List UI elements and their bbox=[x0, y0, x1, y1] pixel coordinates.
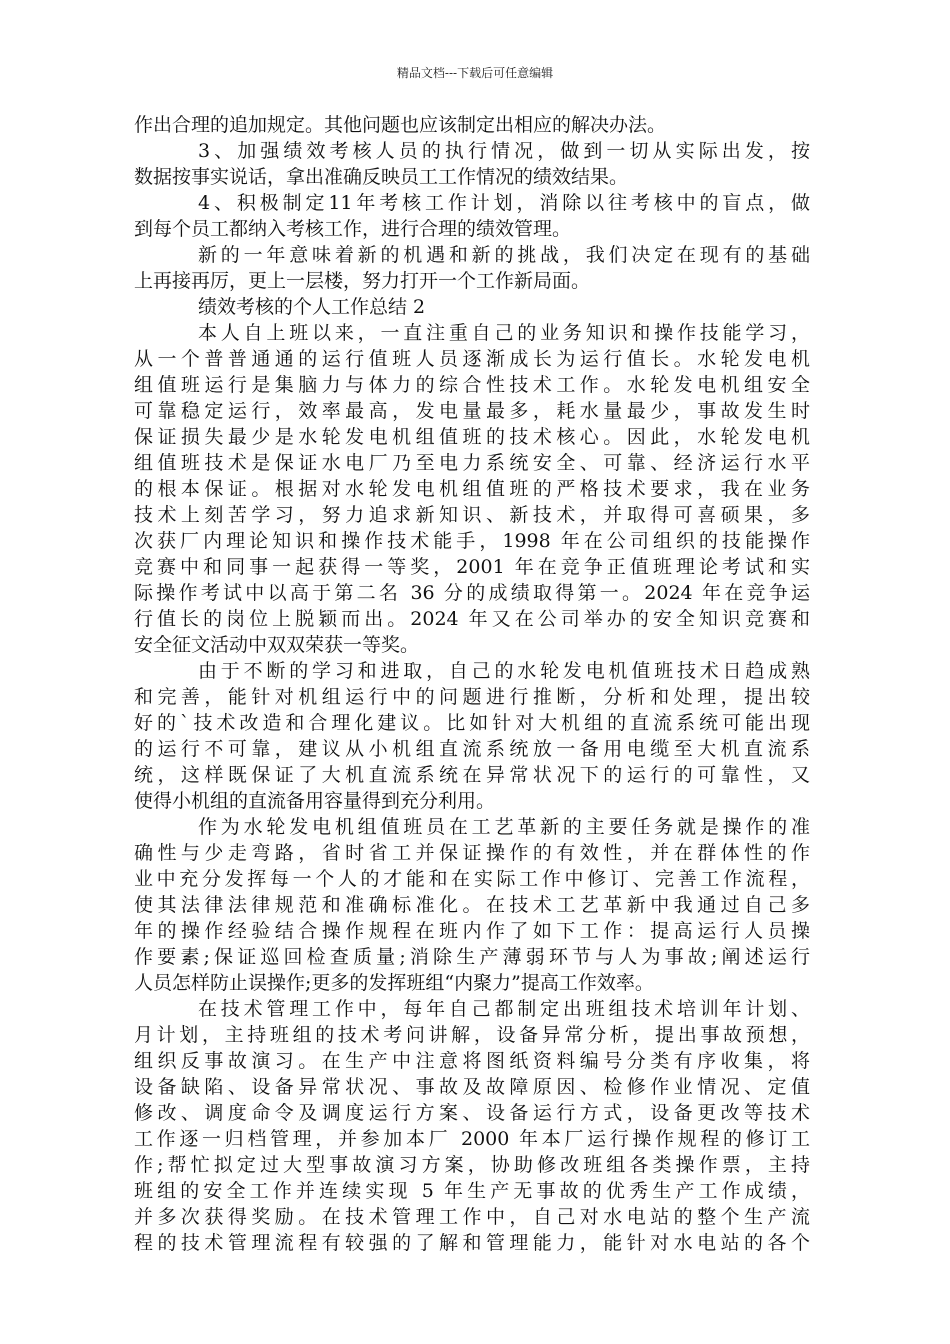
text-line: 数据按事实说话，拿出准确反映员工工作情况的绩效结果。 bbox=[134, 166, 629, 188]
text-line: 安全征文活动中双双荣获一等奖。 bbox=[134, 634, 420, 656]
text-line: 组值班技术是保证水电厂乃至电力系统安全、可靠、经济运行水平 bbox=[134, 452, 810, 474]
text-line: 作;帮忙拟定过大型事故演习方案，协助修改班组各类操作票，主持 bbox=[134, 1154, 810, 1176]
text-line: 作出合理的追加规定。其他问题也应该制定出相应的解决办法。 bbox=[134, 114, 667, 136]
text-line: 到每个员工都纳入考核工作，进行合理的绩效管理。 bbox=[134, 218, 572, 240]
text-line: 保证损失最少是水轮发电机组值班的技术核心。因此，水轮发电机 bbox=[134, 426, 810, 448]
text-line: 修改、调度命令及调度运行方案、设备运行方式，设备更改等技术 bbox=[134, 1102, 810, 1124]
text-line: 次获厂内理论知识和操作技术能手，1998 年在公司组织的技能操作 bbox=[134, 530, 810, 552]
text-line: 由于不断的学习和进取，自己的水轮发电机值班技术日趋成熟 bbox=[198, 660, 810, 682]
text-line: 可靠稳定运行，效率最高，发电量最多，耗水量最少，事故发生时 bbox=[134, 400, 810, 422]
text-line: 作要素;保证巡回检查质量;消除生产薄弱环节与人为事故;阐述运行 bbox=[134, 946, 810, 968]
text-line: 际操作考试中以高于第二名 36 分的成绩取得第一。2024 年在竞争运 bbox=[134, 582, 810, 604]
text-line: 4、积极制定11年考核工作计划，消除以往考核中的盲点，做 bbox=[198, 192, 810, 214]
text-line: 新的一年意味着新的机遇和新的挑战，我们决定在现有的基础 bbox=[198, 244, 810, 266]
text-line: 并多次获得奖励。在技术管理工作中，自己对水电站的整个生产流 bbox=[134, 1206, 810, 1228]
text-line: 和完善，能针对机组运行中的问题进行推断，分析和处理，提出较 bbox=[134, 686, 810, 708]
text-line: 好的`技术改造和合理化建议。比如针对大机组的直流系统可能出现 bbox=[134, 712, 810, 734]
text-line: 绩效考核的个人工作总结 2 bbox=[198, 296, 426, 318]
text-line: 技术上刻苦学习，努力追求新知识、新技术，并取得可喜硕果，多 bbox=[134, 504, 810, 526]
text-line: 上再接再厉，更上一层楼，努力打开一个工作新局面。 bbox=[134, 270, 591, 292]
text-line: 年的操作经验结合操作规程在班内作了如下工作：提高运行人员操 bbox=[134, 920, 810, 942]
text-line: 作为水轮发电机组值班员在工艺革新的主要任务就是操作的准 bbox=[198, 816, 810, 838]
text-line: 班组的安全工作并连续实现 5 年生产无事故的优秀生产工作成绩， bbox=[134, 1180, 810, 1202]
text-line: 在技术管理工作中，每年自己都制定出班组技术培训年计划、 bbox=[198, 998, 810, 1020]
text-line: 业中充分发挥每一个人的才能和在实际工作中修订、完善工作流程， bbox=[134, 868, 810, 890]
text-line: 竞赛中和同事一起获得一等奖，2001 年在竞争正值班理论考试和实 bbox=[134, 556, 810, 578]
text-line: 从一个普普通通的运行值班人员逐渐成长为运行值长。水轮发电机 bbox=[134, 348, 810, 370]
text-line: 确性与少走弯路，省时省工并保证操作的有效性，并在群体性的作 bbox=[134, 842, 810, 864]
document-body bbox=[134, 112, 810, 1256]
page-header: 精品文档---下载后可任意编辑 bbox=[396, 66, 554, 80]
text-line: 月计划，主持班组的技术考问讲解，设备异常分析，提出事故预想， bbox=[134, 1024, 810, 1046]
text-line: 的运行不可靠，建议从小机组直流系统放一备用电缆至大机直流系 bbox=[134, 738, 810, 760]
text-line: 设备缺陷、设备异常状况、事故及故障原因、检修作业情况、定值 bbox=[134, 1076, 810, 1098]
text-line: 使其法律法律规范和准确标准化。在技术工艺革新中我通过自己多 bbox=[134, 894, 810, 916]
text-line: 程的技术管理流程有较强的了解和管理能力，能针对水电站的各个 bbox=[134, 1232, 810, 1254]
text-line: 工作逐一归档管理，并参加本厂 2000 年本厂运行操作规程的修订工 bbox=[134, 1128, 810, 1150]
text-line: 使得小机组的直流备用容量得到充分利用。 bbox=[134, 790, 496, 812]
text-line: 本人自上班以来，一直注重自己的业务知识和操作技能学习， bbox=[198, 322, 810, 344]
text-line: 组值班运行是集脑力与体力的综合性技术工作。水轮发电机组安全 bbox=[134, 374, 810, 396]
text-line: 统，这样既保证了大机直流系统在异常状况下的运行的可靠性，又 bbox=[134, 764, 810, 786]
text-line: 的根本保证。根据对水轮发电机组值班的严格技术要求，我在业务 bbox=[134, 478, 810, 500]
text-line: 人员怎样防止误操作;更多的发挥班组“内聚力”提高工作效率。 bbox=[134, 972, 654, 994]
text-line: 3、加强绩效考核人员的执行情况，做到一切从实际出发，按 bbox=[198, 140, 810, 162]
text-line: 行值长的岗位上脱颖而出。2024 年又在公司举办的安全知识竞赛和 bbox=[134, 608, 810, 630]
text-line: 组织反事故演习。在生产中注意将图纸资料编号分类有序收集，将 bbox=[134, 1050, 810, 1072]
